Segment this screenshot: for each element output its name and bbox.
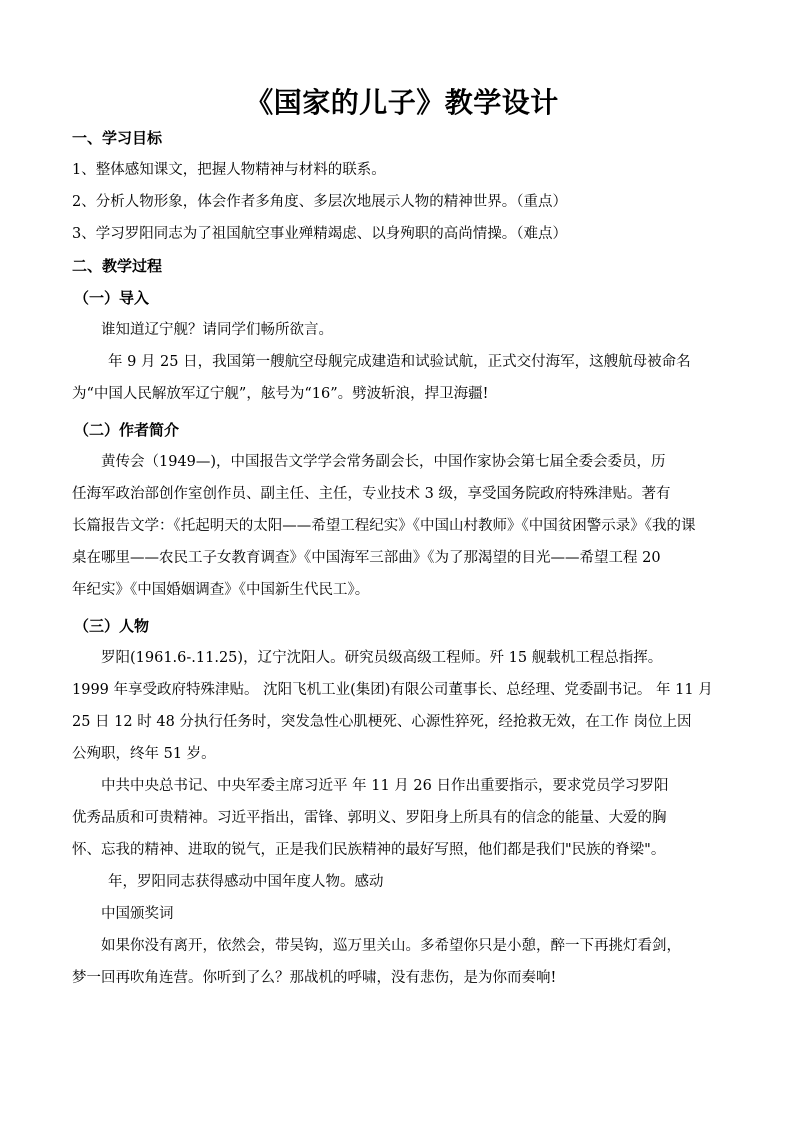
section-heading-learning-goals: 一、学习目标 — [72, 129, 163, 147]
goal-item: 3、学习罗阳同志为了祖国航空事业殚精竭虑、以身殉职的高尚情操。（难点） — [72, 226, 567, 242]
paragraph-line: 为“中国人民解放军辽宁舰”，舷号为“16”。劈波斩浪，捍卫海疆! — [72, 386, 489, 402]
goal-item: 1、整体感知课文，把握人物精神与材料的联系。 — [72, 162, 386, 178]
paragraph-line: 桌在哪里——农民工子女教育调查》《中国海军三部曲》《为了那渴望的目光——希望工程 20 — [72, 550, 661, 566]
paragraph-line: 1999 年享受政府特殊津贴。 沈阳飞机工业(集团)有限公司董事长、总经理、党委副书记。 年 11 月 — [72, 682, 713, 698]
paragraph-line: 任海军政治部创作室创作员、副主任、主任，专业技术 3 级，享受国务院政府特殊津贴。著有 — [72, 486, 671, 502]
paragraph-line: 梦一回再吹角连营。你听到了么？那战机的呼啸，没有悲伤，是为你而奏响! — [72, 970, 557, 986]
paragraph-line: 年纪实》《中国婚姻调查》《中国新生代民工》。 — [72, 582, 370, 598]
paragraph-line: 年，罗阳同志获得感动中国年度人物。感动 — [108, 874, 384, 890]
subsection-heading-person: （三）人物 — [74, 617, 150, 635]
paragraph-line: 长篇报告文学：《托起明天的太阳——希望工程纪实》《中国山村教师》《中国贫困警示录》《我的课 — [72, 518, 696, 534]
document-title: 《国家的儿子》教学设计 — [245, 86, 559, 119]
paragraph-line: 罗阳(1961.6-.11.25)，辽宁沈阳人。研究员级高级工程师。歼 15 舰载机工程总指挥。 — [101, 650, 663, 666]
paragraph-line: 谁知道辽宁舰？请同学们畅所欲言。 — [101, 322, 333, 338]
paragraph-line: 中共中央总书记、中央军委主席习近平 年 11 月 26 日作出重要指示，要求党员学习罗阳 — [101, 778, 669, 794]
subsection-heading-intro: （一）导入 — [74, 289, 150, 307]
section-heading-teaching-process: 二、教学过程 — [72, 257, 163, 275]
paragraph-line: 如果你没有离开，依然会，带吴钩，巡万里关山。多希望你只是小憩，醉一下再挑灯看剑， — [101, 938, 681, 954]
subsection-heading-author: （二）作者简介 — [74, 421, 180, 439]
goal-item: 2、分析人物形象，体会作者多角度、多层次地展示人物的精神世界。（重点） — [72, 194, 567, 210]
paragraph-line: 25 日 12 时 48 分执行任务时，突发急性心肌梗死、心源性猝死，经抢救无效，在工作 岗位上因 — [72, 714, 692, 730]
paragraph-line: 黄传会（1949—)，中国报告文学学会常务副会长，中国作家协会第七届全委会委员，历 — [101, 454, 666, 470]
paragraph-line: 怀、忘我的精神、进取的锐气，正是我们民族精神的最好写照，他们都是我们"民族的脊梁"。 — [72, 842, 666, 858]
document-page — [72, 78, 732, 994]
paragraph-line: 优秀品质和可贵精神。习近平指出，雷锋、郭明义、罗阳身上所具有的信念的能量、大爱的胸 — [72, 810, 667, 826]
paragraph-line: 年 9 月 25 日，我国第一艘航空母舰完成建造和试验试航，正式交付海军，这艘航母被命名 — [108, 354, 691, 370]
paragraph-line: 中国颁奖词 — [101, 906, 174, 922]
paragraph-line: 公殉职，终年 51 岁。 — [72, 746, 216, 762]
